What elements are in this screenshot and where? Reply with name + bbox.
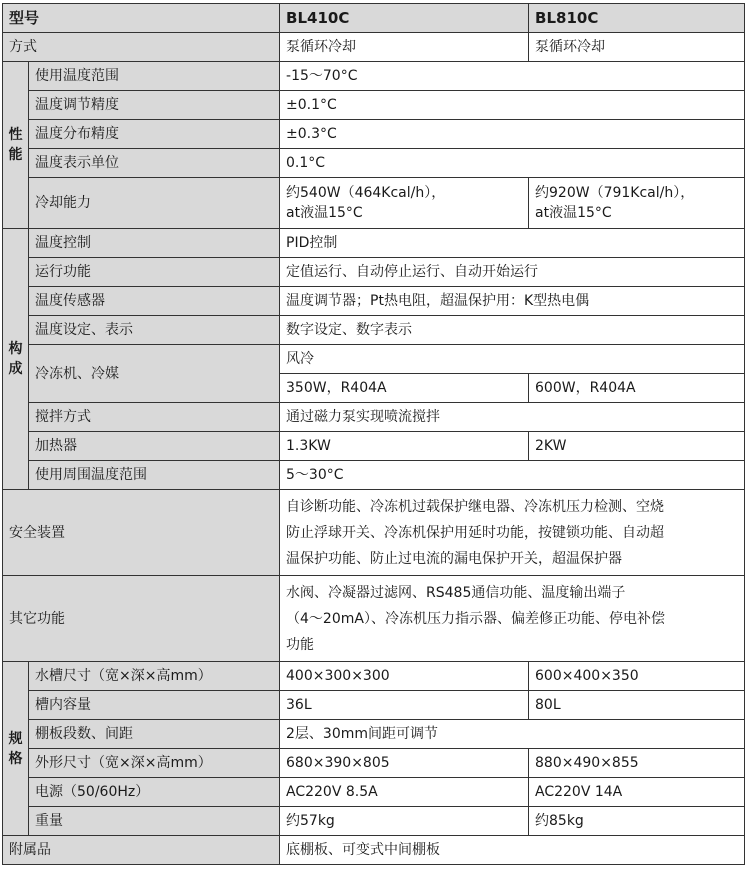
heater-b: 2KW (529, 432, 745, 461)
control-row (3, 229, 745, 258)
capacity-row (3, 691, 745, 720)
adjust-precision-label: 温度调节精度 (29, 91, 280, 120)
safety-line-1: 自诊断功能、冷冻机过载保护继电器、冷冻机压力检测、空烧 (286, 498, 665, 515)
composition-group-char-1: 构 (8, 341, 23, 357)
control-value: PID控制 (280, 229, 745, 258)
adjust-precision-row (3, 91, 745, 120)
tank-size-a: 400×300×300 (280, 662, 529, 691)
performance-group-char-1: 性 (8, 127, 23, 143)
ambient-value: 5～30°C (280, 461, 745, 490)
heater-row (3, 432, 745, 461)
other-value (280, 576, 745, 662)
functions-label: 运行功能 (29, 258, 280, 287)
shelves-row (3, 720, 745, 749)
composition-group-char-2: 成 (8, 361, 23, 377)
outer-size-row (3, 749, 745, 778)
weight-a: 约57kg (280, 807, 529, 836)
other-row (3, 576, 745, 662)
cooling-b-line-1: 约920W（791Kcal/h）， (535, 185, 695, 201)
refrigerator-b: 600W，R404A (529, 374, 745, 403)
refrigerator-type-row (3, 345, 745, 374)
outer-size-label: 外形尺寸（宽×深×高mm） (29, 749, 280, 778)
display-unit-row (3, 149, 745, 178)
power-label: 电源（50/60Hz） (29, 778, 280, 807)
accessories-row (3, 836, 745, 865)
tank-size-b: 600×400×350 (529, 662, 745, 691)
tank-size-label: 水槽尺寸（宽×深×高mm） (29, 662, 280, 691)
other-label: 其它功能 (3, 576, 280, 662)
other-line-2: （4～20mA）、冷冻机压力指示器、偏差修正功能、停电补偿 (286, 610, 665, 627)
cooling-b (529, 178, 745, 229)
safety-row (3, 490, 745, 576)
model-b: BL810C (529, 4, 745, 33)
functions-row (3, 258, 745, 287)
heater-label: 加热器 (29, 432, 280, 461)
cooling-row (3, 178, 745, 229)
temp-range-label: 使用温度范围 (29, 62, 280, 91)
accessories-value: 底棚板、可变式中间棚板 (280, 836, 745, 865)
outer-size-a: 680×390×805 (280, 749, 529, 778)
capacity-label: 槽内容量 (29, 691, 280, 720)
shelves-label: 棚板段数、间距 (29, 720, 280, 749)
distribution-precision-row (3, 120, 745, 149)
refrigerator-type: 风冷 (280, 345, 745, 374)
accessories-label: 附属品 (3, 836, 280, 865)
display-unit-label: 温度表示单位 (29, 149, 280, 178)
ambient-label: 使用周围温度范围 (29, 461, 280, 490)
header-row (3, 4, 745, 33)
composition-group-label (3, 229, 29, 490)
distribution-precision-label: 温度分布精度 (29, 120, 280, 149)
spec-table (2, 3, 745, 865)
safety-label: 安全装置 (3, 490, 280, 576)
functions-value: 定值运行、自动停止运行、自动开始运行 (280, 258, 745, 287)
cooling-b-line-2: at液温15°C (535, 205, 612, 221)
method-a: 泵循环冷却 (280, 33, 529, 62)
setting-row (3, 316, 745, 345)
safety-line-3: 温保护功能、防止过电流的漏电保护开关，超温保护器 (286, 550, 623, 567)
method-label: 方式 (3, 33, 280, 62)
capacity-b: 80L (529, 691, 745, 720)
ambient-row (3, 461, 745, 490)
weight-row (3, 807, 745, 836)
temp-range-row (3, 62, 745, 91)
sensor-label: 温度传感器 (29, 287, 280, 316)
refrigerator-label: 冷冻机、冷媒 (29, 345, 280, 403)
cooling-label: 冷却能力 (29, 178, 280, 229)
other-line-1: 水阀、冷凝器过滤网、RS485通信功能、温度输出端子 (286, 584, 626, 601)
shelves-value: 2层、30mm间距可调节 (280, 720, 745, 749)
safety-value (280, 490, 745, 576)
method-b: 泵循环冷却 (529, 33, 745, 62)
adjust-precision-value: ±0.1°C (280, 91, 745, 120)
heater-a: 1.3KW (280, 432, 529, 461)
power-row (3, 778, 745, 807)
capacity-a: 36L (280, 691, 529, 720)
refrigerator-a: 350W，R404A (280, 374, 529, 403)
model-label: 型号 (3, 4, 280, 33)
cooling-a (280, 178, 529, 229)
control-label: 温度控制 (29, 229, 280, 258)
method-row (3, 33, 745, 62)
weight-b: 约85kg (529, 807, 745, 836)
display-unit-value: 0.1°C (280, 149, 745, 178)
stirring-label: 搅拌方式 (29, 403, 280, 432)
specs-group-char-1: 规 (8, 730, 23, 747)
stirring-row (3, 403, 745, 432)
other-line-3: 功能 (286, 636, 315, 653)
temp-range-value: -15～70°C (280, 62, 745, 91)
safety-line-2: 防止浮球开关、冷冻机保护用延时功能，按键锁功能、自动超 (286, 524, 665, 541)
sensor-row (3, 287, 745, 316)
cooling-a-line-1: 约540W（464Kcal/h）， (286, 185, 446, 201)
setting-label: 温度设定、表示 (29, 316, 280, 345)
stirring-value: 通过磁力泵实现喷流搅拌 (280, 403, 745, 432)
sensor-value: 温度调节器；Pt热电阻，超温保护用：K型热电偶 (280, 287, 745, 316)
performance-group-label (3, 62, 29, 229)
weight-label: 重量 (29, 807, 280, 836)
cooling-a-line-2: at液温15°C (286, 205, 363, 221)
power-b: AC220V 14A (529, 778, 745, 807)
specs-group-char-2: 格 (8, 750, 23, 767)
power-a: AC220V 8.5A (280, 778, 529, 807)
model-a: BL410C (280, 4, 529, 33)
distribution-precision-value: ±0.3°C (280, 120, 745, 149)
tank-size-row (3, 662, 745, 691)
specs-group-label (3, 662, 29, 836)
outer-size-b: 880×490×855 (529, 749, 745, 778)
setting-value: 数字设定、数字表示 (280, 316, 745, 345)
performance-group-char-2: 能 (8, 147, 23, 163)
